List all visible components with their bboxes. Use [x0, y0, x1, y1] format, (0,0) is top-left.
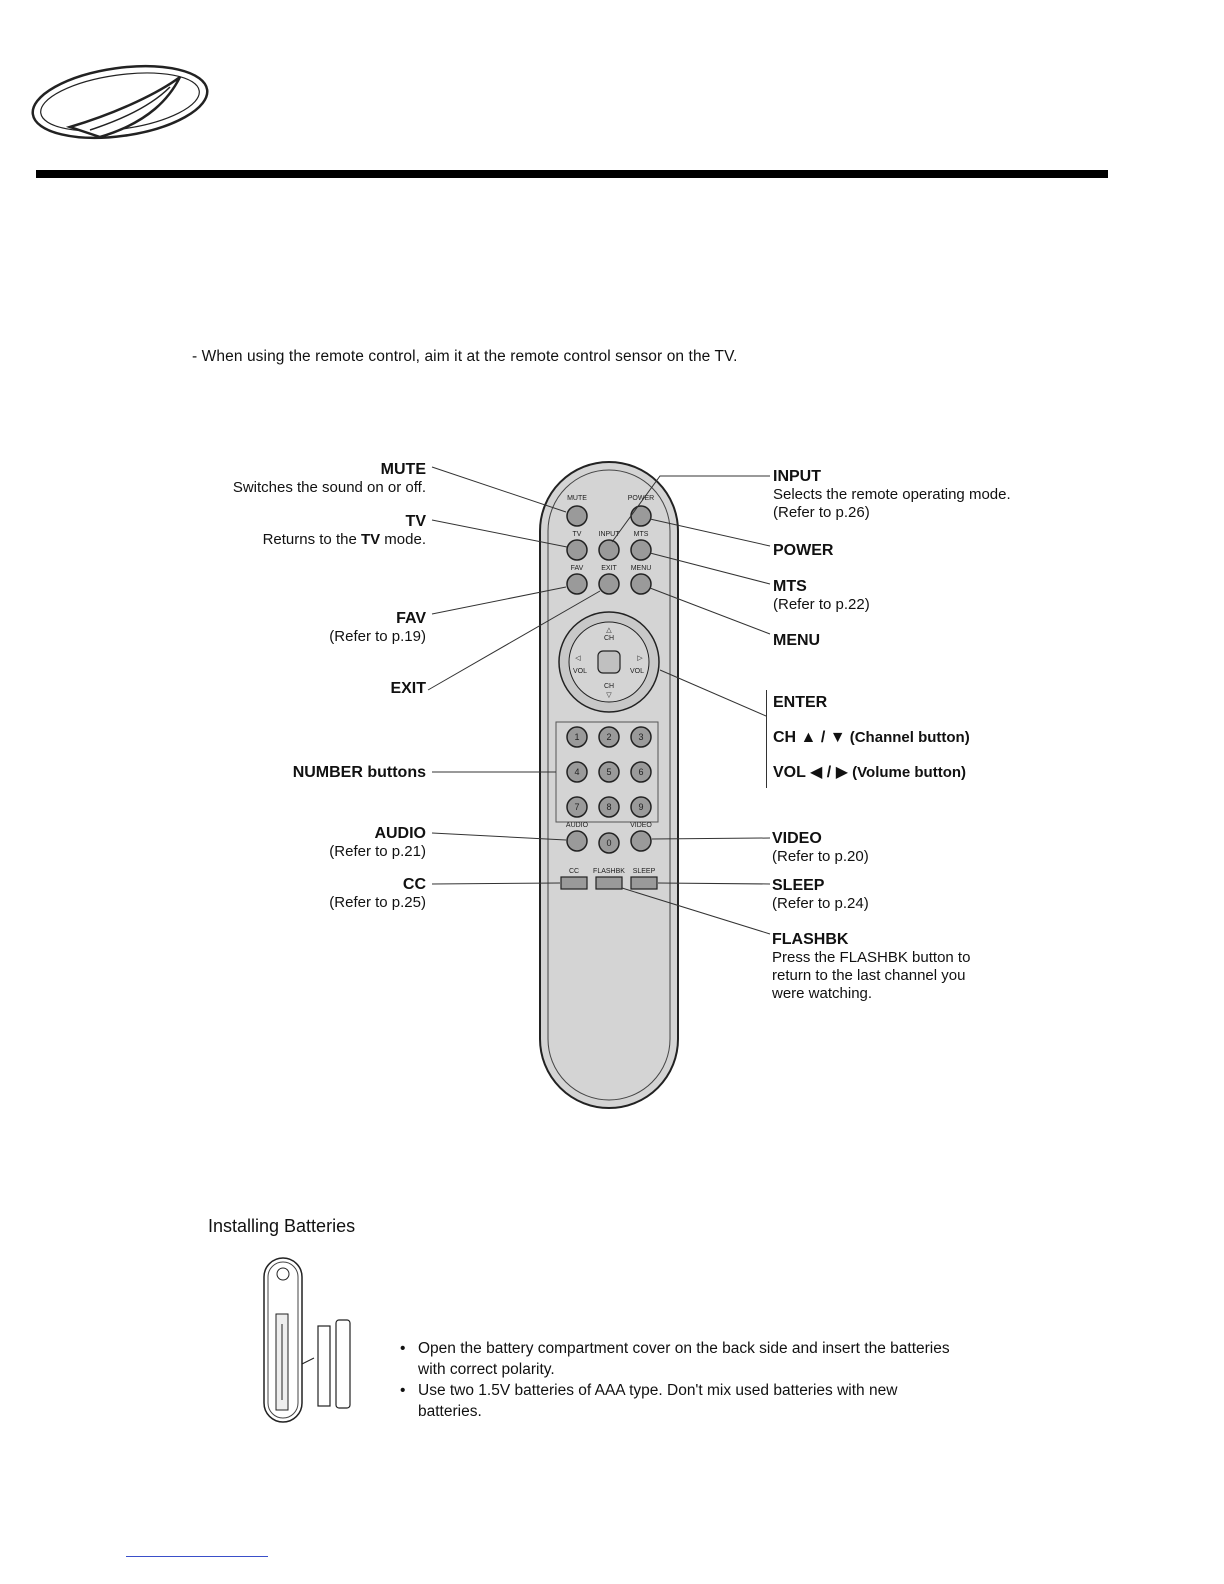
- vol-callout: [773, 764, 966, 782]
- svg-text:4: 4: [574, 767, 580, 777]
- tv-callout: [263, 513, 426, 549]
- input-title: INPUT: [773, 468, 821, 485]
- mts-callout: [773, 578, 870, 614]
- menu-button: [631, 574, 651, 594]
- ch-up-label: CH: [603, 635, 615, 642]
- video-button: [631, 831, 651, 851]
- svg-text:8: 8: [606, 802, 612, 812]
- fav-desc: (Refer to p.19): [329, 628, 426, 645]
- mute-button: [567, 506, 587, 526]
- menu-callout: [773, 632, 820, 650]
- tv-button-label: TV: [572, 531, 582, 538]
- mute-button-label: MUTE: [567, 495, 587, 502]
- cc-title: CC: [402, 876, 426, 893]
- audio-button-label: AUDIO: [565, 822, 589, 829]
- sleep-callout: [772, 877, 869, 913]
- mts-title: MTS: [773, 578, 807, 595]
- svg-text:1: 1: [574, 732, 580, 742]
- mute-title: MUTE: [380, 461, 426, 478]
- svg-text:▷: ▷: [637, 655, 643, 662]
- flashbk-button: [596, 877, 622, 889]
- video-callout: [772, 830, 869, 866]
- cc-callout: [329, 876, 426, 912]
- menu-button-label: MENU: [630, 565, 652, 572]
- flashbk-desc: Press the FLASHBK button to return to the last channel you were watching.: [772, 949, 971, 1002]
- mts-button: [631, 540, 651, 560]
- battery-instructions: [400, 1338, 960, 1422]
- fav-button-label: FAV: [570, 565, 584, 572]
- input-ref: (Refer to p.26): [773, 504, 870, 521]
- input-button: [599, 540, 619, 560]
- mute-desc: Switches the sound on or off.: [232, 479, 426, 496]
- battery-illustration: [256, 1254, 366, 1426]
- cc-desc: (Refer to p.25): [329, 894, 426, 911]
- enter-callout: [773, 694, 827, 712]
- svg-text:▽: ▽: [606, 692, 612, 699]
- list-item: • Open the battery compartment cover on the back side and insert the batteries with correct polarity.: [400, 1340, 950, 1378]
- list-item: • Use two 1.5V batteries of AAA type. Don't mix used batteries with new batteries.: [400, 1382, 898, 1420]
- sleep-button: [631, 877, 657, 889]
- exit-title: EXIT: [390, 680, 426, 697]
- number-title: NUMBER buttons: [292, 764, 426, 781]
- menu-title: MENU: [773, 632, 821, 649]
- tv-button: [567, 540, 587, 560]
- batteries-title: Installing Batteries: [208, 1216, 356, 1236]
- cc-button: [561, 877, 587, 889]
- audio-desc: (Refer to p.21): [329, 843, 426, 860]
- flashbk-title: FLASHBK: [772, 931, 849, 948]
- input-button-label: INPUT: [598, 531, 620, 538]
- input-desc: Selects the remote operating mode.: [773, 486, 1011, 503]
- exit-button: [599, 574, 619, 594]
- flashbk-button-label: FLASHBK: [593, 868, 625, 875]
- svg-text:2: 2: [606, 732, 612, 742]
- sleep-button-label: SLEEP: [632, 868, 656, 875]
- svg-text:7: 7: [574, 802, 580, 812]
- svg-text:6: 6: [638, 767, 644, 777]
- audio-button: [567, 831, 587, 851]
- power-button-label: POWER: [627, 495, 655, 502]
- footer-link-underline[interactable]: [126, 1556, 268, 1557]
- ch-desc: (Channel button): [849, 729, 970, 746]
- svg-text:9: 9: [638, 802, 644, 812]
- enter-bracket: [766, 690, 767, 788]
- fav-title: FAV: [396, 610, 426, 627]
- mute-callout: [233, 461, 426, 497]
- video-desc: (Refer to p.20): [772, 848, 869, 865]
- video-title: VIDEO: [772, 830, 822, 847]
- vol-left-label: VOL: [572, 668, 588, 675]
- intro-text: - When using the remote control, aim it at the remote control sensor on the TV.: [192, 348, 738, 365]
- fav-callout: [329, 610, 426, 646]
- ch-title: CH ▲ / ▼: [773, 729, 846, 746]
- svg-text:5: 5: [606, 767, 612, 777]
- enter-title: ENTER: [773, 694, 828, 711]
- cc-button-label: CC: [568, 868, 580, 875]
- video-button-label: VIDEO: [630, 822, 652, 829]
- enter-button: [598, 651, 620, 673]
- svg-text:3: 3: [638, 732, 644, 742]
- power-callout: [773, 542, 833, 560]
- audio-callout: [329, 825, 426, 861]
- power-title: POWER: [773, 542, 834, 559]
- svg-text:0: 0: [606, 838, 612, 848]
- sleep-desc: (Refer to p.24): [772, 895, 869, 912]
- vol-right-label: VOL: [629, 668, 645, 675]
- exit-button-label: EXIT: [601, 565, 617, 572]
- svg-text:△: △: [606, 627, 612, 634]
- flashbk-callout: [772, 931, 997, 1003]
- mts-button-label: MTS: [633, 531, 649, 538]
- ch-down-label: CH: [603, 683, 615, 690]
- mts-desc: (Refer to p.22): [773, 596, 870, 613]
- input-callout: [773, 468, 1013, 522]
- tv-title: TV: [405, 513, 426, 530]
- audio-title: AUDIO: [374, 825, 426, 842]
- svg-text:◁: ◁: [575, 655, 581, 662]
- vol-desc: (Volume button): [852, 764, 967, 781]
- number-callout: [293, 764, 426, 782]
- tv-desc: Returns to the TV mode.: [262, 531, 426, 548]
- exit-callout: [390, 680, 426, 698]
- ch-callout: [773, 729, 970, 747]
- vol-title: VOL ◀ / ▶: [773, 764, 848, 781]
- sleep-title: SLEEP: [772, 877, 825, 894]
- power-button: [631, 506, 651, 526]
- fav-button: [567, 574, 587, 594]
